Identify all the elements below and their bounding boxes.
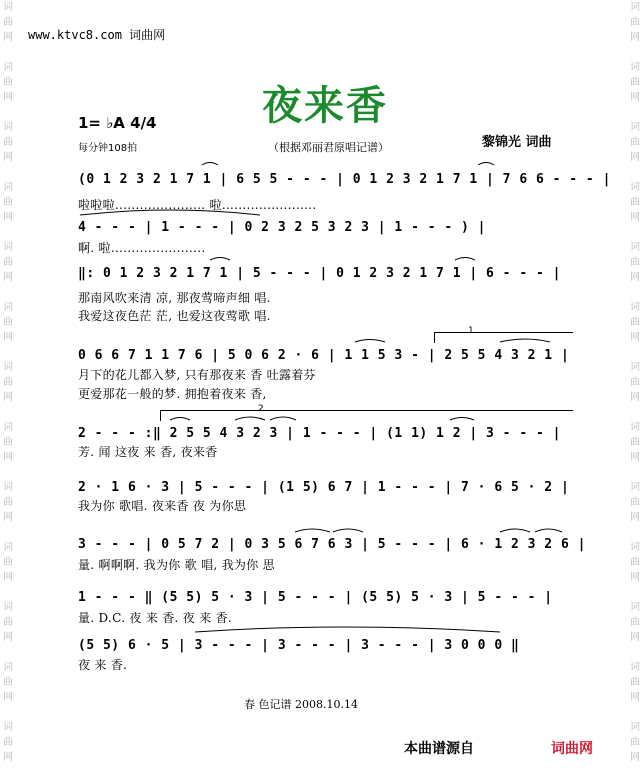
watermark-text: 词 曲 网 [630, 62, 640, 103]
watermark-text: 词 曲 网 [630, 482, 640, 523]
notation-line-2: 4 - - - | 1 - - - | 0 2 3 2 5 3 2 3 | 1 - - - ) | [78, 220, 487, 235]
slur [450, 418, 474, 421]
watermark-text: 词 曲 网 [630, 662, 640, 703]
notation-line-8: 1 - - - ‖ (5 5) 5 · 3 | 5 - - - | (5 5) 5 · 3 | 5 - - - | [78, 590, 553, 605]
watermark-text: 词 曲 网 [3, 2, 13, 43]
lyric-line-4b: 更爱那花一般的梦. 拥抱着夜来 香, [78, 387, 267, 401]
source-site-link[interactable]: 词曲网 [551, 741, 593, 757]
slur [500, 339, 550, 342]
lyric-line-2a: 啊. 啦....................... [78, 241, 206, 255]
slur [295, 529, 330, 532]
lyric-line-7a: 量. 啊啊啊. 我为你 歌 唱, 我为你 思 [78, 558, 275, 572]
slur [170, 418, 190, 421]
tempo-marking: 每分钟108拍 [78, 143, 138, 154]
author-credit: 黎锦光 词曲 [482, 135, 552, 150]
slur [455, 258, 475, 261]
watermark-text: 词 曲 网 [630, 182, 640, 223]
notation-line-3: ‖: 0 1 2 3 2 1 7 1 | 5 - - - | 0 1 2 3 2 1 7 1 | 6 - - - | [78, 266, 561, 281]
lyric-line-1a: 啦啦啦...................... 啦....................... [78, 198, 317, 212]
watermark-text: 词 曲 网 [3, 362, 13, 403]
lyric-line-5a: 芳. 闻 这夜 来 香, 夜来香 [78, 445, 218, 459]
watermark-text: 词 曲 网 [3, 62, 13, 103]
watermark-text: 词 曲 网 [630, 362, 640, 403]
slur [478, 163, 494, 166]
transcriber-credit: 春 色记谱 2008.10.14 [244, 698, 358, 711]
watermark-text: 词 曲 网 [630, 422, 640, 463]
slur [355, 340, 385, 343]
lyric-line-6a: 我为你 歌唱. 夜来香 夜 为你思 [78, 499, 247, 513]
slur [210, 258, 230, 261]
watermark-text: 词 曲 网 [3, 482, 13, 523]
watermark-text: 词 曲 网 [630, 302, 640, 343]
source-note: （根据邓丽君原唱记谱） [268, 141, 389, 154]
watermark-text: 词 曲 网 [3, 302, 13, 343]
watermark-text: 词 曲 网 [3, 182, 13, 223]
lyric-line-8a: 量. D.C. 夜 来 香. 夜 来 香. [78, 611, 233, 625]
notation-line-7: 3 - - - | 0 5 7 2 | 0 3 5 6 7 6 3 | 5 - - - | 6 · 1 2 3 2 6 | [78, 537, 586, 552]
volta-number-1: 1 [468, 326, 474, 336]
site-url[interactable]: www.ktvc8.com 词曲网 [28, 28, 166, 42]
watermark-text: 词 曲 网 [3, 542, 13, 583]
volta-number-2: 2 [258, 404, 264, 414]
notation-line-6: 2 · 1 6 · 3 | 5 - - - | (1 5) 6 7 | 1 - - - | 7 · 6 5 · 2 | [78, 480, 570, 495]
slur [333, 529, 363, 532]
watermark-text: 词 曲 网 [3, 122, 13, 163]
watermark-text: 词 曲 网 [3, 722, 13, 763]
watermark-text: 词 曲 网 [630, 242, 640, 283]
slur [80, 210, 260, 215]
watermark-text: 词 曲 网 [630, 722, 640, 763]
watermark-text: 词 曲 网 [630, 2, 640, 43]
slur [535, 529, 562, 532]
watermark-text: 词 曲 网 [630, 122, 640, 163]
song-title: 夜来香 [262, 82, 388, 129]
watermark-text: 词 曲 网 [630, 602, 640, 643]
watermark-text: 词 曲 网 [3, 602, 13, 643]
slur [202, 163, 218, 166]
watermark-text: 词 曲 网 [3, 662, 13, 703]
slur [235, 417, 265, 420]
watermark-text: 词 曲 网 [3, 242, 13, 283]
lyric-line-3b: 我爱这夜色茫 茫, 也爱这夜莺歌 唱. [78, 309, 271, 323]
notation-line-4: 0 6 6 7 1 1 7 6 | 5 0 6 2 · 6 | 1 1 5 3 - | 2 5 5 4 3 2 1 | [78, 348, 570, 363]
key-signature: 1= ♭A 4/4 [78, 114, 157, 132]
watermark-text: 词 曲 网 [630, 542, 640, 583]
slur [500, 529, 530, 532]
lyric-line-9a: 夜 来 香. [78, 658, 128, 672]
slur [270, 417, 296, 420]
slur [195, 627, 500, 632]
lyric-line-3a: 那南风吹来清 凉, 那夜莺啼声细 唱. [78, 291, 271, 305]
source-label: 本曲谱源自 [404, 741, 474, 757]
notation-line-9: (5 5) 6 · 5 | 3 - - - | 3 - - - | 3 - - - | 3 0 0 0 ‖ [78, 638, 520, 653]
lyric-line-4a: 月下的花儿都入梦, 只有那夜来 香 吐露着芬 [78, 368, 316, 382]
watermark-text: 词 曲 网 [3, 422, 13, 463]
notation-line-5: 2 - - - :‖ 2 5 5 4 3 2 3 | 1 - - - | (1 1) 1 2 | 3 - - - | [78, 426, 561, 441]
notation-line-1: (0 1 2 3 2 1 7 1 | 6 5 5 - - - | 0 1 2 3 2 1 7 1 | 7 6 6 - - - | [78, 172, 611, 187]
